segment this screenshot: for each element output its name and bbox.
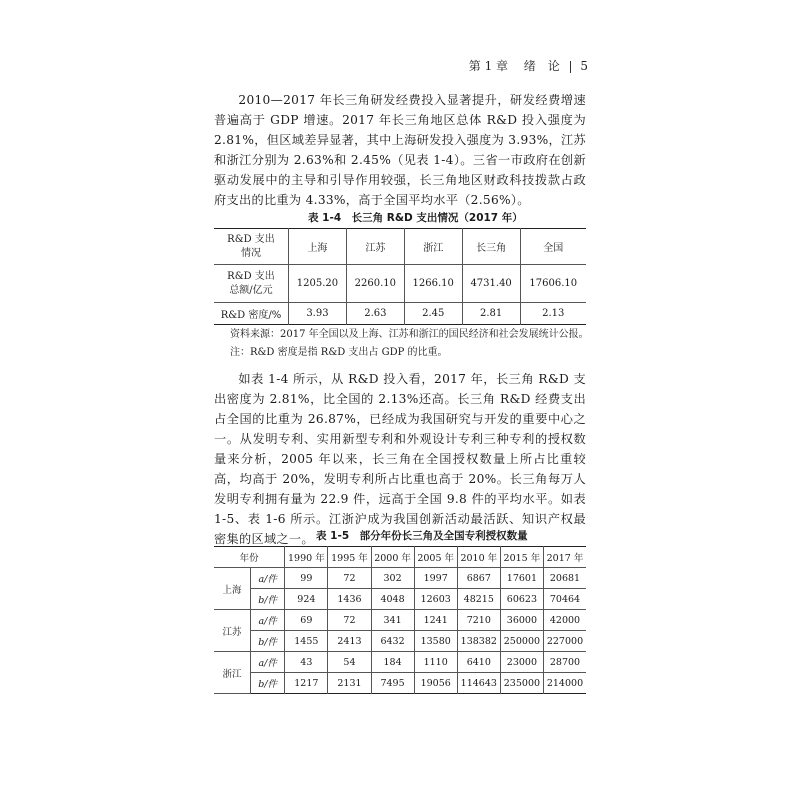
paragraph-1: 2010—2017 年长三角研发经费投入显著提升，研发经费增速普遍高于 GDP 增速。2017 年长三角地区总体 R&D 投入强度为 2.81%，但区域差异显著，其中上海研发投入强度为 3.93%，江苏和浙江分别为 2.63%和 2.45%（见表 1-4）。三省一市政府在创新驱动发展中的主导和引导作用较强，长三角地区财政科技拨款占政府支出的比重为 4.33%，高于全国平均水平（2.56%）。 — [214, 93, 586, 207]
table5-year: 1995 年 — [328, 547, 371, 568]
table5-metric: a/件 — [251, 652, 285, 673]
table4-col: 江苏 — [346, 229, 404, 265]
table5-cell: 6867 — [457, 568, 500, 589]
table4-cell: 1205.20 — [289, 265, 347, 303]
table5-cell: 7210 — [457, 610, 500, 631]
table5-year: 1990 年 — [285, 547, 328, 568]
table5-region: 江苏 — [214, 610, 251, 652]
table5-year: 2015 年 — [500, 547, 543, 568]
table5-cell: 6432 — [371, 631, 414, 652]
table5-metric: a/件 — [251, 568, 285, 589]
paragraph-2: 如表 1-4 所示，从 R&D 投入看，2017 年，长三角 R&D 支出密度为 2.81%，比全国的 2.13%还高。长三角 R&D 经费支出占全国的比重为 26.87%，已经成为我国研究与开发的重要中心之一。从发明专利、实用新型专利和外观设计专利三种专利的授权数量来分析，2005 年以来，长三角在全国授权数量上所占比重较高，均高于 20%，发明专利所占比重也高于 20%。长三角每万人发明专利拥有量为 22.9 件，远高于全国 9.8 件的平均水平。如表 1-5、表 1-6 所示。江浙沪成为我国创新活动最活跃、知识产权最密集的区域之一。 — [214, 372, 586, 546]
table4-footnote: 注：R&D 密度是指 R&D 支出占 GDP 的比重。 — [230, 347, 448, 358]
table5-region: 上海 — [214, 568, 251, 610]
table5-cell: 235000 — [500, 673, 543, 694]
table5-cell: 341 — [371, 610, 414, 631]
table5-cell: 99 — [285, 568, 328, 589]
table-1-4 — [214, 228, 586, 325]
table4-row-label: R&D 密度/% — [214, 303, 289, 325]
table5-year: 2000 年 — [371, 547, 414, 568]
table5-cell: 54 — [328, 652, 371, 673]
table5-cell: 72 — [328, 610, 371, 631]
table5-cell: 20681 — [543, 568, 586, 589]
page-number: 5 — [580, 59, 588, 73]
table5-cell: 72 — [328, 568, 371, 589]
table5-metric: b/件 — [251, 631, 285, 652]
table5-year: 2010 年 — [457, 547, 500, 568]
table4-cell: 2.45 — [404, 303, 462, 325]
table5-cell: 924 — [285, 589, 328, 610]
table5-region: 浙江 — [214, 652, 251, 694]
table5-metric: a/件 — [251, 610, 285, 631]
table4-cell: 2.13 — [520, 303, 586, 325]
running-header — [469, 57, 588, 74]
table5-cell: 70464 — [543, 589, 586, 610]
table5-cell: 43 — [285, 652, 328, 673]
table4-col: 上海 — [289, 229, 347, 265]
table5-year: 2005 年 — [414, 547, 457, 568]
table5-metric: b/件 — [251, 589, 285, 610]
table5-cell: 2131 — [328, 673, 371, 694]
table5-cell: 184 — [371, 652, 414, 673]
table5-cell: 1997 — [414, 568, 457, 589]
table5-cell: 1455 — [285, 631, 328, 652]
table4-col: 长三角 — [462, 229, 520, 265]
header-divider — [570, 61, 571, 73]
table5-cell: 23000 — [500, 652, 543, 673]
table4-cell: 1266.10 — [404, 265, 462, 303]
table5-cell: 4048 — [371, 589, 414, 610]
table5-cell: 19056 — [414, 673, 457, 694]
table4-col: 浙江 — [404, 229, 462, 265]
table5-cell: 17601 — [500, 568, 543, 589]
table5-cell: 42000 — [543, 610, 586, 631]
table5-cell: 7495 — [371, 673, 414, 694]
table4-col: 全国 — [520, 229, 586, 265]
table-1-4-caption: 表 1-4 长三角 R&D 支出情况（2017 年） — [308, 212, 523, 224]
table5-cell: 138382 — [457, 631, 500, 652]
table5-cell: 36000 — [500, 610, 543, 631]
table5-cell: 6410 — [457, 652, 500, 673]
table4-row-label: R&D 支出 总额/亿元 — [214, 265, 289, 303]
table5-cell: 114643 — [457, 673, 500, 694]
table5-cell: 250000 — [500, 631, 543, 652]
table-1-5-caption: 表 1-5 部分年份长三角及全国专利授权数量 — [316, 530, 528, 542]
table5-cell: 13580 — [414, 631, 457, 652]
table5-cell: 1241 — [414, 610, 457, 631]
table4-header-label: R&D 支出 情况 — [214, 229, 289, 265]
table5-cell: 302 — [371, 568, 414, 589]
table4-cell: 2.63 — [346, 303, 404, 325]
table4-source-note: 资料来源：2017 年全国以及上海、江苏和浙江的国民经济和社会发展统计公报。 — [230, 329, 589, 340]
table5-cell: 12603 — [414, 589, 457, 610]
table5-cell: 48215 — [457, 589, 500, 610]
table5-cell: 1110 — [414, 652, 457, 673]
table5-cell: 69 — [285, 610, 328, 631]
table4-cell: 2260.10 — [346, 265, 404, 303]
table5-cell: 1217 — [285, 673, 328, 694]
table5-cell: 1436 — [328, 589, 371, 610]
table5-cell: 214000 — [543, 673, 586, 694]
table5-year: 2017 年 — [543, 547, 586, 568]
chapter-title: 绪 论 — [523, 59, 560, 73]
table4-cell: 17606.10 — [520, 265, 586, 303]
table-1-5 — [214, 546, 586, 694]
table5-year-label: 年份 — [214, 547, 285, 568]
table5-cell: 227000 — [543, 631, 586, 652]
table5-metric: b/件 — [251, 673, 285, 694]
table4-cell: 4731.40 — [462, 265, 520, 303]
chapter-number: 第 1 章 — [468, 59, 509, 73]
table5-cell: 2413 — [328, 631, 371, 652]
table4-cell: 2.81 — [462, 303, 520, 325]
table5-cell: 60623 — [500, 589, 543, 610]
table5-cell: 28700 — [543, 652, 586, 673]
table4-cell: 3.93 — [289, 303, 347, 325]
